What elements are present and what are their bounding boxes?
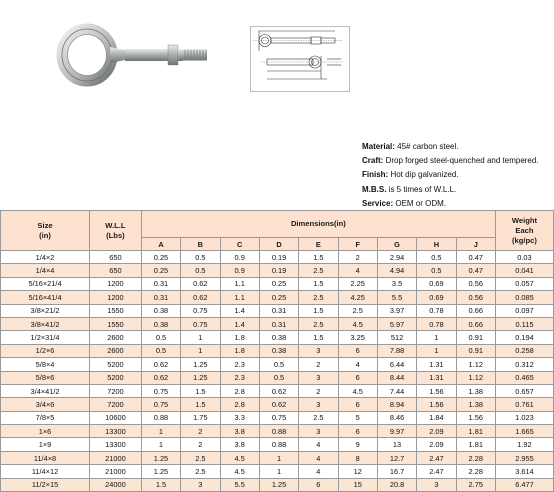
specifications	[362, 140, 539, 211]
table-cell: 0.75	[181, 304, 220, 317]
table-cell: 1.38	[456, 384, 495, 397]
table-cell: 12.7	[377, 451, 416, 464]
spec-value: Hot dip galvanized.	[388, 170, 459, 180]
table-cell: 1/2×31/4	[1, 331, 90, 344]
table-cell: 0.5	[141, 344, 180, 357]
table-cell: 10600	[90, 411, 142, 424]
table-cell: 6	[338, 425, 377, 438]
table-row	[1, 371, 554, 384]
table-row	[1, 277, 554, 290]
table-cell: 0.5	[417, 264, 456, 277]
table-row	[1, 358, 554, 371]
table-cell: 1.665	[495, 425, 553, 438]
table-cell: 1	[181, 344, 220, 357]
table-cell: 0.31	[141, 277, 180, 290]
table-cell: 1550	[90, 304, 142, 317]
table-row	[1, 451, 554, 464]
table-cell: 2.5	[299, 291, 338, 304]
table-cell: 2.5	[299, 264, 338, 277]
table-cell: 3/4×41/2	[1, 384, 90, 397]
table-cell: 4.5	[220, 451, 259, 464]
table-cell: 2.5	[338, 304, 377, 317]
table-cell: 8.94	[377, 398, 416, 411]
header-dim-j: J	[456, 238, 495, 251]
header-dim-b: B	[181, 238, 220, 251]
table-cell: 650	[90, 251, 142, 264]
table-cell: 4	[338, 358, 377, 371]
table-cell: 0.38	[259, 344, 298, 357]
table-cell: 5200	[90, 358, 142, 371]
table-cell: 0.9	[220, 251, 259, 264]
table-cell: 4.5	[338, 317, 377, 330]
table-cell: 1.5	[141, 478, 180, 491]
spec-value: 45# carbon steel.	[394, 142, 459, 151]
table-cell: 3	[417, 478, 456, 491]
table-cell: 0.25	[141, 251, 180, 264]
table-cell: 1	[181, 331, 220, 344]
table-cell: 1.38	[456, 398, 495, 411]
table-cell: 4.5	[220, 465, 259, 478]
table-cell: 1/2×6	[1, 344, 90, 357]
header-dimensions: Dimensions(in)	[141, 211, 495, 238]
table-cell: 1.12	[456, 371, 495, 384]
table-cell: 0.258	[495, 344, 553, 357]
table-cell: 0.88	[141, 411, 180, 424]
table-cell: 4	[299, 451, 338, 464]
dimension-table	[0, 210, 554, 492]
table-cell: 2.955	[495, 451, 553, 464]
table-cell: 0.75	[181, 317, 220, 330]
table-cell: 15	[338, 478, 377, 491]
table-row	[1, 331, 554, 344]
table-cell: 4	[299, 438, 338, 451]
table-cell: 1	[259, 465, 298, 478]
table-cell: 13300	[90, 425, 142, 438]
table-cell: 2	[181, 425, 220, 438]
table-cell: 5/8×4	[1, 358, 90, 371]
table-cell: 0.91	[456, 344, 495, 357]
table-cell: 3.8	[220, 425, 259, 438]
table-cell: 7200	[90, 398, 142, 411]
table-cell: 5.97	[377, 317, 416, 330]
table-cell: 3.5	[377, 277, 416, 290]
header-size: Size (in)	[1, 211, 90, 251]
header-dim-c: C	[220, 238, 259, 251]
table-cell: 2	[338, 251, 377, 264]
table-cell: 2	[181, 438, 220, 451]
table-cell: 0.56	[456, 277, 495, 290]
table-cell: 1.1	[220, 291, 259, 304]
table-cell: 3/8×21/2	[1, 304, 90, 317]
table-cell: 1.25	[259, 478, 298, 491]
table-cell: 2600	[90, 344, 142, 357]
table-cell: 0.31	[259, 317, 298, 330]
table-cell: 0.75	[141, 398, 180, 411]
table-cell: 2600	[90, 331, 142, 344]
table-cell: 1.25	[141, 451, 180, 464]
table-cell: 0.5	[259, 358, 298, 371]
table-cell: 3/4×6	[1, 398, 90, 411]
table-cell: 0.62	[181, 277, 220, 290]
table-cell: 3	[181, 478, 220, 491]
table-cell: 0.19	[259, 264, 298, 277]
table-cell: 1.56	[417, 384, 456, 397]
table-cell: 11/4×8	[1, 451, 90, 464]
table-cell: 0.88	[259, 438, 298, 451]
table-cell: 7/8×5	[1, 411, 90, 424]
table-cell: 0.115	[495, 317, 553, 330]
header-dim-e: E	[299, 238, 338, 251]
table-cell: 3.25	[338, 331, 377, 344]
dimension-drawing	[250, 26, 350, 92]
table-cell: 0.56	[456, 291, 495, 304]
table-cell: 1.5	[181, 384, 220, 397]
table-cell: 1/4×4	[1, 264, 90, 277]
table-cell: 0.465	[495, 371, 553, 384]
table-row	[1, 478, 554, 491]
header-dim-a: A	[141, 238, 180, 251]
table-cell: 3.3	[220, 411, 259, 424]
spec-label: Finish:	[362, 170, 389, 180]
table-cell: 2.8	[220, 398, 259, 411]
table-cell: 0.75	[259, 411, 298, 424]
table-cell: 2.5	[299, 411, 338, 424]
table-cell: 7.88	[377, 344, 416, 357]
table-cell: 13300	[90, 438, 142, 451]
table-cell: 3	[299, 398, 338, 411]
table-cell: 2.94	[377, 251, 416, 264]
table-cell: 1.023	[495, 411, 553, 424]
dimension-table-container	[0, 210, 554, 492]
table-cell: 0.5	[417, 251, 456, 264]
table-cell: 2.75	[456, 478, 495, 491]
table-cell: 0.75	[141, 384, 180, 397]
table-cell: 7.44	[377, 384, 416, 397]
table-cell: 5.5	[220, 478, 259, 491]
table-row	[1, 438, 554, 451]
spec-material	[362, 140, 539, 154]
table-cell: 2.47	[417, 451, 456, 464]
table-cell: 3.8	[220, 438, 259, 451]
table-row	[1, 251, 554, 264]
table-cell: 0.78	[417, 304, 456, 317]
table-cell: 1×6	[1, 425, 90, 438]
header-weight: Weight Each (kg/pc)	[495, 211, 553, 251]
table-cell: 24000	[90, 478, 142, 491]
table-cell: 0.085	[495, 291, 553, 304]
table-cell: 21000	[90, 465, 142, 478]
table-cell: 0.62	[181, 291, 220, 304]
table-cell: 1.84	[417, 411, 456, 424]
table-cell: 0.25	[141, 264, 180, 277]
table-cell: 1.12	[456, 358, 495, 371]
table-cell: 0.097	[495, 304, 553, 317]
table-row	[1, 384, 554, 397]
table-cell: 3	[299, 371, 338, 384]
table-cell: 0.38	[141, 304, 180, 317]
table-cell: 0.78	[417, 317, 456, 330]
table-cell: 1.5	[299, 304, 338, 317]
table-cell: 0.19	[259, 251, 298, 264]
table-cell: 2.3	[220, 371, 259, 384]
header-dim-d: D	[259, 238, 298, 251]
table-cell: 9.97	[377, 425, 416, 438]
table-cell: 3	[299, 425, 338, 438]
table-cell: 0.66	[456, 304, 495, 317]
table-cell: 2.8	[220, 384, 259, 397]
table-cell: 0.38	[141, 317, 180, 330]
table-cell: 8.44	[377, 371, 416, 384]
spec-label: Service:	[362, 198, 394, 208]
table-cell: 0.5	[181, 251, 220, 264]
table-cell: 0.66	[456, 317, 495, 330]
table-cell: 0.62	[141, 371, 180, 384]
table-row	[1, 398, 554, 411]
table-cell: 0.47	[456, 251, 495, 264]
table-cell: 1.1	[220, 277, 259, 290]
table-cell: 1/4×2	[1, 251, 90, 264]
table-cell: 2.09	[417, 425, 456, 438]
table-row	[1, 317, 554, 330]
table-cell: 0.25	[259, 277, 298, 290]
table-cell: 1.31	[417, 371, 456, 384]
spec-mbs	[362, 183, 539, 197]
table-cell: 5/16×41/4	[1, 291, 90, 304]
table-cell: 5	[338, 411, 377, 424]
table-cell: 4.5	[338, 384, 377, 397]
table-cell: 6	[338, 371, 377, 384]
table-cell: 0.194	[495, 331, 553, 344]
table-cell: 1.92	[495, 438, 553, 451]
table-cell: 1	[417, 331, 456, 344]
table-cell: 2.5	[299, 317, 338, 330]
table-cell: 6.477	[495, 478, 553, 491]
table-cell: 1.81	[456, 438, 495, 451]
table-cell: 0.5	[181, 264, 220, 277]
table-cell: 8	[338, 451, 377, 464]
table-cell: 5.5	[377, 291, 416, 304]
table-cell: 2.3	[220, 358, 259, 371]
spec-label: Craft:	[362, 156, 384, 166]
table-cell: 6	[338, 398, 377, 411]
table-cell: 2.25	[338, 277, 377, 290]
table-cell: 1.56	[456, 411, 495, 424]
table-cell: 3.97	[377, 304, 416, 317]
table-cell: 1	[141, 438, 180, 451]
table-cell: 21000	[90, 451, 142, 464]
table-cell: 1.8	[220, 331, 259, 344]
table-cell: 7200	[90, 384, 142, 397]
table-cell: 8.46	[377, 411, 416, 424]
table-cell: 0.69	[417, 291, 456, 304]
table-cell: 9	[338, 438, 377, 451]
table-cell: 1.56	[417, 398, 456, 411]
table-row	[1, 425, 554, 438]
table-cell: 4	[338, 264, 377, 277]
table-cell: 4.94	[377, 264, 416, 277]
table-cell: 6.44	[377, 358, 416, 371]
table-cell: 2	[299, 384, 338, 397]
table-row	[1, 411, 554, 424]
table-cell: 1200	[90, 291, 142, 304]
table-cell: 13	[377, 438, 416, 451]
table-cell: 1200	[90, 277, 142, 290]
table-cell: 4.25	[338, 291, 377, 304]
table-cell: 0.761	[495, 398, 553, 411]
table-cell: 0.9	[220, 264, 259, 277]
table-cell: 2.47	[417, 465, 456, 478]
table-cell: 11/4×12	[1, 465, 90, 478]
table-cell: 2.28	[456, 465, 495, 478]
table-row	[1, 304, 554, 317]
table-cell: 3/8×41/2	[1, 317, 90, 330]
table-row	[1, 264, 554, 277]
table-cell: 650	[90, 264, 142, 277]
table-cell: 16.7	[377, 465, 416, 478]
table-cell: 0.5	[259, 371, 298, 384]
table-cell: 2	[299, 358, 338, 371]
table-cell: 0.312	[495, 358, 553, 371]
table-cell: 512	[377, 331, 416, 344]
spec-value: OEM or ODM.	[393, 198, 447, 208]
table-cell: 1.8	[220, 344, 259, 357]
table-cell: 0.91	[456, 331, 495, 344]
header-dim-g: G	[377, 238, 416, 251]
table-cell: 1×9	[1, 438, 90, 451]
table-cell: 0.657	[495, 384, 553, 397]
spec-craft	[362, 154, 539, 168]
table-cell: 1	[141, 425, 180, 438]
table-cell: 1.31	[417, 358, 456, 371]
table-cell: 11/2×15	[1, 478, 90, 491]
table-cell: 1550	[90, 317, 142, 330]
table-cell: 5/16×21/4	[1, 277, 90, 290]
spec-service	[362, 197, 539, 211]
table-cell: 1.25	[181, 371, 220, 384]
table-cell: 3.614	[495, 465, 553, 478]
table-cell: 1.75	[181, 411, 220, 424]
table-row	[1, 465, 554, 478]
table-cell: 0.041	[495, 264, 553, 277]
table-cell: 0.62	[141, 358, 180, 371]
spec-finish	[362, 168, 539, 182]
table-cell: 0.69	[417, 277, 456, 290]
table-cell: 0.25	[259, 291, 298, 304]
table-cell: 4	[299, 465, 338, 478]
spec-label: M.B.S.	[362, 184, 387, 194]
table-cell: 0.31	[141, 291, 180, 304]
table-cell: 20.8	[377, 478, 416, 491]
table-cell: 1.25	[141, 465, 180, 478]
table-cell: 0.62	[259, 384, 298, 397]
header-dim-h: H	[417, 238, 456, 251]
table-cell: 1	[417, 344, 456, 357]
table-cell: 5200	[90, 371, 142, 384]
eye-bolt-photo	[55, 22, 215, 90]
table-cell: 2.5	[181, 465, 220, 478]
table-cell: 3	[299, 344, 338, 357]
table-cell: 5/8×6	[1, 371, 90, 384]
table-cell: 1.4	[220, 317, 259, 330]
header-dim-f: F	[338, 238, 377, 251]
table-cell: 1	[259, 451, 298, 464]
table-cell: 0.057	[495, 277, 553, 290]
table-cell: 1.25	[181, 358, 220, 371]
table-cell: 0.47	[456, 264, 495, 277]
table-cell: 1.5	[299, 251, 338, 264]
table-cell: 0.38	[259, 331, 298, 344]
table-cell: 0.5	[141, 331, 180, 344]
table-cell: 0.03	[495, 251, 553, 264]
table-cell: 1.81	[456, 425, 495, 438]
table-cell: 1.4	[220, 304, 259, 317]
table-cell: 12	[338, 465, 377, 478]
table-cell: 0.62	[259, 398, 298, 411]
table-row	[1, 344, 554, 357]
spec-value: is 5 times of W.L.L.	[386, 184, 457, 194]
spec-label: Material:	[362, 142, 395, 151]
table-cell: 1.5	[299, 277, 338, 290]
table-cell: 6	[299, 478, 338, 491]
header-wll: W.L.L (Lbs)	[90, 211, 142, 251]
spec-value: Drop forged steel-quenched and tempered.	[383, 156, 539, 166]
table-cell: 2.28	[456, 451, 495, 464]
table-cell: 1.5	[181, 398, 220, 411]
table-cell: 1.5	[299, 331, 338, 344]
table-cell: 0.88	[259, 425, 298, 438]
table-cell: 2.5	[181, 451, 220, 464]
table-cell: 6	[338, 344, 377, 357]
table-row	[1, 291, 554, 304]
table-cell: 2.09	[417, 438, 456, 451]
table-cell: 0.31	[259, 304, 298, 317]
